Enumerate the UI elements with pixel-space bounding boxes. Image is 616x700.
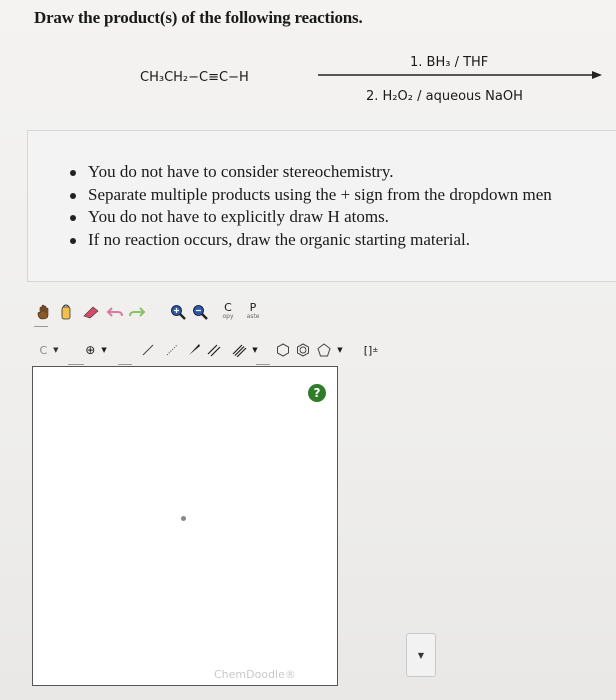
hand-pan-icon[interactable] [34,302,54,322]
reagent-step-2: 2. H₂O₂ / aqueous NaOH [366,89,523,104]
help-icon[interactable]: ? [308,384,326,402]
lasso-select-icon[interactable] [56,302,76,322]
chevron-down-icon: ▼ [53,346,59,354]
bullet-icon [70,170,76,176]
chemdoodle-watermark: ChemDoodle® [214,668,296,681]
drawing-canvas[interactable] [32,366,338,686]
paste-button[interactable]: P aste [246,300,260,320]
charge-tool[interactable]: ⊕ ▼ [85,343,107,357]
single-bond-icon[interactable] [138,340,158,360]
double-bond-icon[interactable] [204,340,224,360]
tool-separator [118,364,132,365]
instruction-item: You do not have to consider stereochemistry. [70,161,552,184]
reagent-step-1: 1. BH₃ / THF [410,55,489,70]
redo-icon[interactable] [126,302,148,322]
bracket-tool[interactable]: [] ± [363,343,379,357]
bullet-icon [70,238,76,244]
cyclohexane-icon[interactable] [274,340,292,360]
reaction-arrow [318,68,604,82]
bullet-icon [70,215,76,221]
copy-button[interactable]: C opy [222,300,234,320]
carbon-atom-tool[interactable]: C ▼ [39,343,59,357]
chevron-down-icon: ▼ [337,346,343,354]
undo-icon[interactable] [104,302,126,322]
instructions-list [70,161,552,251]
chevron-down-icon: ▼ [417,650,425,660]
instruction-item: If no reaction occurs, draw the organic starting material. [70,229,552,252]
eraser-icon[interactable] [80,302,102,322]
instructions-box [27,130,616,282]
tool-separator [68,364,84,365]
zoom-in-icon[interactable] [168,302,188,322]
wedge-bond-icon[interactable] [184,340,204,360]
instruction-item: Separate multiple products using the + sign from the dropdown men [70,184,552,207]
answer-dropdown[interactable] [406,633,436,677]
hashed-bond-icon[interactable] [162,340,182,360]
bullet-icon [70,193,76,199]
tool-separator [256,364,270,365]
tool-selected-indicator [34,326,48,327]
canvas-cursor-dot [181,516,186,521]
triple-bond-tool[interactable] [226,340,264,360]
reactant-formula: CH₃CH₂−C≡C−H [140,70,249,85]
question-title: Draw the product(s) of the following reactions. [34,8,363,27]
chevron-down-icon: ▼ [252,346,258,354]
instruction-item: You do not have to explicitly draw H atoms. [70,206,552,229]
benzene-icon[interactable] [294,340,312,360]
chevron-down-icon: ▼ [101,346,107,354]
cyclopentane-tool[interactable] [314,340,346,360]
zoom-out-icon[interactable] [190,302,210,322]
